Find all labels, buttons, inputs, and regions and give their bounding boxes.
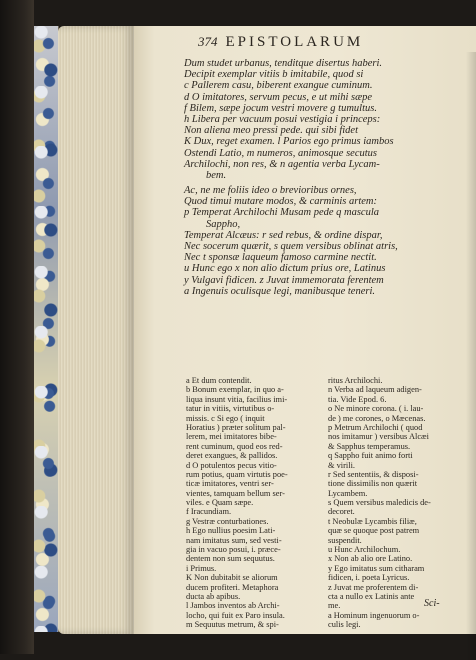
footnote-line: y Ego imitatus sum citharam <box>328 563 425 573</box>
footnote-line: f Iracundiam. <box>186 507 232 517</box>
verse-line: K Dux, reget examen. l Parios ego primus iambos <box>184 136 394 148</box>
book-cover-edge <box>0 0 34 654</box>
footnote-line: viles. e Quam sæpe. <box>186 498 254 508</box>
verse-line: d O imitatores, servum pecus, e ut mihi sæpe <box>184 91 373 103</box>
footnote-line: nam imitatus sum, sed vesti- <box>186 535 282 545</box>
footnote-line: b Bonum exemplar, in quo a- <box>186 385 284 395</box>
footnote-line: g Vestræ conturbationes. <box>186 516 269 526</box>
footnote-line: me. <box>328 601 341 611</box>
footnote-line: a Et dum contendit. <box>186 376 252 385</box>
footnote-line: quæ se quoque post patrem <box>328 526 420 536</box>
page-number: 374 <box>198 34 218 49</box>
footnote-line: cta a nullo ex Latinis ante <box>328 591 415 601</box>
book-page <box>134 26 476 634</box>
footnote-line: nos imitamur ) versibus Alcæi <box>328 432 429 442</box>
footnote-line: & Sapphus temperamus. <box>328 441 411 451</box>
footnote-line: vientes, tamquam bellum ser- <box>186 488 285 498</box>
footnote-line: lerem, mei imitatores bibe- <box>186 432 277 442</box>
verse-line: y Vulgavi fidicen. z Juvat immemorata ferentem <box>184 274 384 286</box>
footnote-line: d O potulentos pecus vitio- <box>186 460 277 470</box>
footnotes-left-column <box>186 376 318 630</box>
verse-line: Decipit exemplar vitiis b imitabile, quod si <box>184 69 364 81</box>
running-title: EPISTOLARUM <box>225 34 364 50</box>
footnote-line: r Sed sententiis, & disposi- <box>328 469 419 479</box>
page-stack <box>58 26 134 634</box>
verse-line: Ac, ne me foliis ideo o brevioribus ornes, <box>184 185 357 197</box>
footnote-line: Lycambem. <box>328 488 368 498</box>
footnote-line: tia. Vide Epod. 6. <box>328 394 387 404</box>
footnote-line: deret exangues, & pallidos. <box>186 451 278 461</box>
catchword: Sci- <box>424 598 440 609</box>
footnote-line: a Hominum ingenuorum o- <box>328 610 420 620</box>
footnote-line: ticæ imitatores, ventri ser- <box>186 479 274 489</box>
verse-line: p Temperat Archilochi Musam pede q mascula <box>184 207 380 219</box>
verse-line: Quod timui mutare modos, & carminis artem: <box>184 196 377 208</box>
footnotes-right-column <box>328 376 460 630</box>
footnote-line: l Jambos inventos ab Archi- <box>186 601 280 611</box>
footnote-line: i Primus. <box>186 563 217 573</box>
footnote-line: de ) me corones, o Mæcenas. <box>328 413 426 423</box>
footnote-line: tatur in vitiis, virtutibus o- <box>186 404 275 414</box>
footnote-line: gia in vacuo posui, i. præce- <box>186 545 281 555</box>
verse-line: Nec t sponsæ laqueum famoso carmine nectit. <box>184 252 377 264</box>
footnote-line: rum potius, quam virtutis poe- <box>186 469 288 479</box>
page-shadow <box>466 52 476 660</box>
footnote-line: o Ne minore corona. ( i. lau- <box>328 404 424 414</box>
footnote-line: K Non dubitabit se aliorum <box>186 573 278 583</box>
verse-line: c Pallerem casu, biberent exangue cuminum. <box>184 80 373 92</box>
verse-line: u Hunc ego x non alio dictum prius ore, Latinus <box>184 263 386 275</box>
footnote-line: decoret. <box>328 507 355 517</box>
footnote-line: h Ego nullius poesim Lati- <box>186 526 276 536</box>
footnote-line: m Sequutus metrum, & spi- <box>186 620 279 630</box>
footnote-line: z Juvat me proferentem di- <box>328 582 419 592</box>
verse-line: Archilochi, non res, & n agentia verba Lycam- <box>184 158 380 170</box>
verse-line: Ostendi Latio, m numeros, animosque secutus <box>184 147 377 159</box>
verse-line: Nec socerum quærit, s quem versibus oblinat atris, <box>184 241 398 252</box>
footnote-line: p Metrum Archilochi ( quod <box>328 422 423 432</box>
footnote-line: x Non ab alio ore Latino. <box>328 554 413 564</box>
verse-line: Temperat Alcæus: r sed rebus, & ordine dispar, <box>184 229 383 241</box>
footnote-line: ducem profiteri. Metaphora <box>186 582 279 592</box>
footnote-line: u Hunc Archilochum. <box>328 545 401 555</box>
page-header <box>198 34 468 56</box>
footnote-line: s Quem versibus maledicis de- <box>328 498 431 508</box>
footnote-line: locho, qui fuit ex Paro insula. <box>186 610 285 620</box>
footnote-line: dentem non sum sequutus. <box>186 554 275 564</box>
verse-text <box>184 58 472 297</box>
footnote-line: tione dissimilis non quærit <box>328 479 418 489</box>
footnote-line: q Sappho fuit animo forti <box>328 451 413 461</box>
footnote-line: missis. c Si ego ( inquit <box>186 413 265 423</box>
footnote-line: n Verba ad laqueum adigen- <box>328 385 422 395</box>
footnote-line: ritus Archilochi. <box>328 376 383 385</box>
footnote-line: culis legi. <box>328 620 361 630</box>
verse-line: f Bilem, sæpe jocum vestri movere g tumultus. <box>184 102 377 114</box>
marbled-page-edge <box>34 26 59 632</box>
footnote-line: t Neobulæ Lycambis filiæ, <box>328 516 417 526</box>
footnote-line: ducta ab apibus. <box>186 591 241 601</box>
verse-line: a Ingenuis oculisque legi, manibusque teneri. <box>184 285 376 297</box>
footnotes <box>186 376 462 630</box>
verse-line: Sappho, <box>206 218 241 230</box>
footnote-line: rent cuminum, quod eos red- <box>186 441 283 451</box>
footnote-line: Horatius ) præter solitum pal- <box>186 422 286 432</box>
footnote-line: & virili. <box>328 460 355 470</box>
verse-line: bem. <box>206 169 227 181</box>
footnote-line: liqua insunt vitia, facilius imi- <box>186 394 288 404</box>
verse-line: Non aliena meo pressi pede. qui sibi fidet <box>184 125 359 137</box>
verse-line: h Libera per vacuum posui vestigia i princeps: <box>184 113 381 125</box>
verse-line: Dum studet urbanus, tenditque disertus haberi. <box>184 58 383 69</box>
footnote-line: fidicen, i. poeta Lyricus. <box>328 573 410 583</box>
footnote-line: suspendit. <box>328 535 362 545</box>
